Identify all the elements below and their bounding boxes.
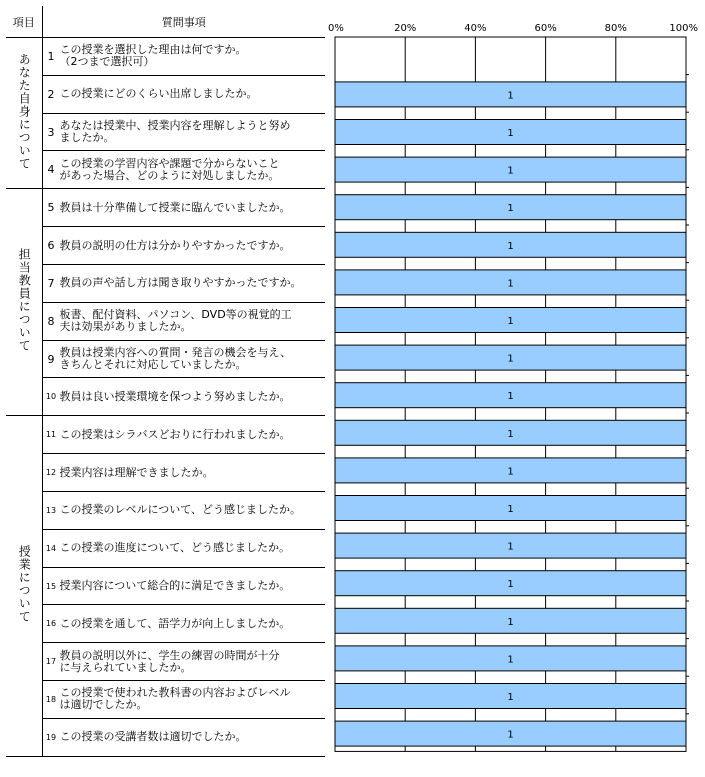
bar-data-label: 1 — [507, 353, 514, 365]
question-text: 授業内容は理解できましたか。 — [59, 465, 214, 479]
question-text: この授業はシラバスどおりに行われましたか。 — [59, 427, 291, 441]
question-number: 9 — [47, 352, 55, 366]
x-tick-label: 0% — [328, 23, 344, 34]
bar-data-label: 1 — [507, 616, 514, 628]
question-number: 2 — [47, 87, 55, 101]
question-text: 教員の説明以外に、学生の練習の時間が十分 に与えられていましたか。 — [59, 648, 280, 674]
question-number: 13 — [45, 505, 57, 515]
header-item: 項目 — [6, 6, 42, 38]
question-number: 18 — [45, 694, 57, 704]
category-label: 担当教員について — [17, 248, 32, 353]
x-tick-label: 60% — [534, 23, 557, 34]
bar-data-label: 1 — [507, 579, 514, 591]
question-text: この授業で使われた教科書の内容およびレベル は適切でしたか。 — [59, 686, 291, 712]
question-number: 8 — [47, 314, 55, 328]
question-number: 1 — [47, 49, 55, 63]
category-label: 授業について — [17, 545, 32, 624]
bar-data-label: 1 — [507, 240, 514, 252]
header-question: 質問事項 — [42, 6, 325, 38]
bar-data-label: 1 — [507, 316, 514, 327]
x-tick-label: 40% — [464, 23, 487, 34]
question-text: この授業を選択した理由は何ですか。 （2つまで選択可） — [59, 43, 247, 69]
category-label: あなた自身について — [17, 52, 32, 170]
question-number: 17 — [45, 657, 57, 667]
question-text: あなたは授業中、授業内容を理解しようと努め ましたか。 — [59, 119, 291, 145]
question-number: 19 — [45, 732, 57, 742]
question-text: 板書、配付資料、パソコン、DVD等の視覚的工 夫は効果がありましたか。 — [59, 308, 292, 334]
bar-data-label: 1 — [507, 654, 514, 666]
question-text: この授業の受講者数は適切でしたか。 — [59, 730, 247, 744]
question-number: 6 — [47, 239, 55, 253]
x-tick-label: 20% — [394, 23, 417, 34]
question-text: この授業にどのくらい出席しましたか。 — [59, 87, 258, 101]
question-text: 教員の説明の仕方は分かりやすかったですか。 — [59, 238, 291, 252]
question-text: 教員は十分準備して授業に臨んでいましたか。 — [59, 200, 291, 214]
bar-data-label: 1 — [507, 278, 514, 290]
question-text: この授業を通して、語学力が向上しましたか。 — [59, 616, 291, 630]
bar-data-label: 1 — [507, 391, 514, 403]
x-tick-label: 80% — [604, 23, 627, 34]
question-number: 10 — [45, 392, 57, 402]
bar-data-label: 1 — [507, 466, 514, 478]
bar-data-label: 1 — [507, 165, 514, 177]
x-tick-label: 100% — [669, 23, 698, 34]
question-text: 授業内容について総合的に満足できましたか。 — [59, 579, 291, 592]
question-number: 12 — [45, 468, 57, 478]
question-number: 7 — [47, 276, 55, 290]
bar-data-label: 1 — [507, 90, 514, 102]
bar-data-label: 1 — [507, 428, 514, 440]
question-number: 3 — [47, 125, 55, 139]
question-text: 教員の声や話し方は聞き取りやすかったですか。 — [59, 276, 302, 290]
question-text: 教員は授業内容への質問・発言の機会を与え、 きちんとそれに対応していましたか。 — [59, 346, 292, 372]
bar-data-label: 1 — [507, 203, 514, 215]
question-number: 14 — [45, 543, 57, 553]
question-text: この授業のレベルについて、どう感じましたか。 — [59, 503, 302, 517]
question-number: 16 — [45, 619, 57, 629]
bar-data-label: 1 — [507, 541, 514, 553]
bar-data-label: 1 — [507, 729, 514, 741]
question-number: 11 — [45, 430, 57, 440]
question-text: この授業の進度について、どう感じましたか。 — [59, 541, 291, 555]
question-text: この授業の学習内容や課題で分からないこと があった場合、どのように対処しましたか。 — [59, 156, 280, 182]
bar-data-label: 1 — [507, 128, 514, 139]
question-number: 4 — [47, 163, 55, 177]
question-number: 5 — [47, 201, 55, 215]
bar-data-label: 1 — [507, 504, 514, 515]
bar-data-label: 1 — [507, 692, 514, 703]
question-text: 教員は良い授業環境を保つよう努めましたか。 — [59, 389, 291, 403]
question-number: 15 — [45, 581, 57, 591]
